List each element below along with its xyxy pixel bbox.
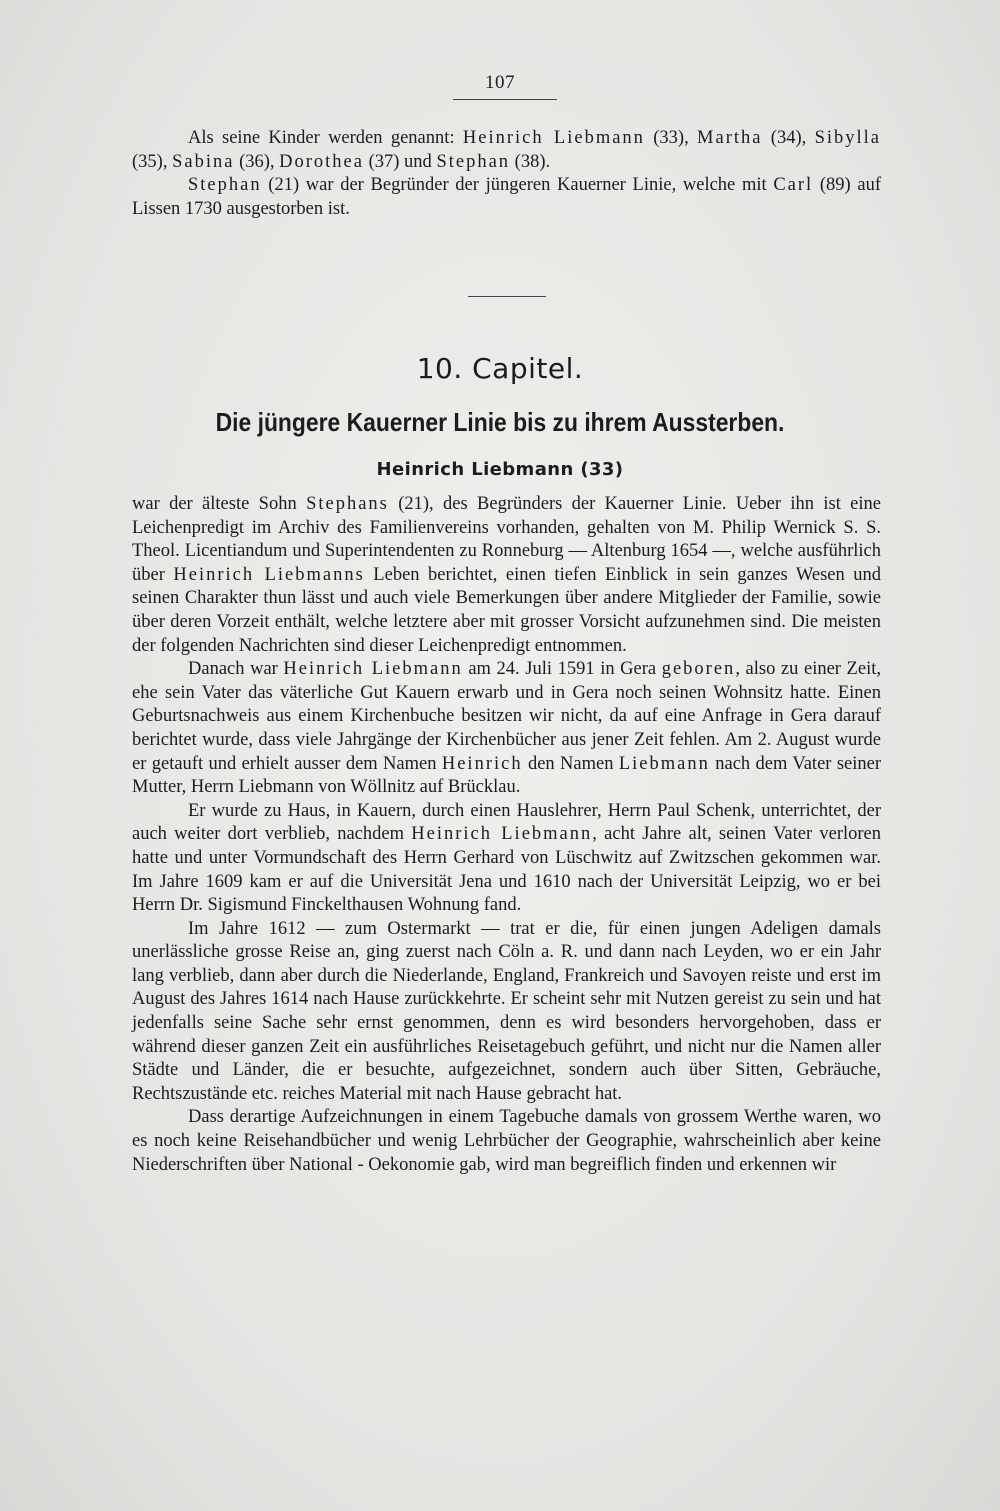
paragraph-reise: Im Jahre 1612 — zum Ostermarkt — trat er die, für einen jungen Adeligen damals unerlässliche grosse Reise an, ging zuerst nach Cöln a. R. und dann nach Leyden, wo er ein Jahr lang verblieb, dann aber durch die Niederlande, England, Frankreich und Savoyen reiste und erst im August des Jahres 1614 nach Hause zurückkehrte. Er scheint sehr mit Nutzen gereist zu sein und hat jedenfalls seine Sache sehr ernst genommen, denn es wird besonders hervorgehoben, dass er während dieser ganzen Zeit ein ausführliches Reisetagebuch geführt, und nicht nur die Namen aller Städte und Länder, die er besuchte, aufgezeichnet, sondern auch über Sitten, Gebräuche, Rechtszustände etc. reiches Material mit nach Hause gebracht hat. [132,918,881,1104]
paragraph-children-list: Als seine Kinder werden genannt: Heinrich Liebmann (33), Martha (34), Sibylla (35), Sabina (36), Dorothea (37) und Stephan (38). [132,128,882,172]
page-number-rule [453,99,557,100]
paragraph-leichenpredigt: war der älteste Sohn Stephans (21), des Begründers der Kauerner Linie. Ueber ihn ist eine Leichenpredigt im Archiv des Familienvereins vorhanden, gehalten von M. Philip Wernick S. S. Theol. Licentiandum und Superintendenten zu Ronneburg — Altenburg 1654 —, welche ausführlich über Heinrich Liebmanns Leben berichtet, einen tiefen Einblick in sein ganzes Wesen und seinen Charakter thun lässt und auch viele Bemerkungen über andere Mitglieder der Familie, sowie über deren Vorzeit enthält, welche letztere aber mit grosser Vorsicht aufzunehmen sind. Die meisten der folgenden Nachrichten sind dieser Leichenpredigt entnommen. [132,494,881,656]
section-subheading: Heinrich Liebmann (33) [376,459,624,480]
chapter-number: 10. Capitel. [416,352,584,385]
paragraph-tagebuch: Dass derartige Aufzeichnungen in einem Tagebuche damals von grossem Werthe waren, wo es noch keine Reisehandbücher und wenig Lehrbücher der Geographie, wahrscheinlich aber keine Niederschriften über National - Oekonomie gab, wird man begreiflich finden und erkennen wir [132,1107,881,1175]
body-text [132,493,881,1177]
paragraph-jugend: Er wurde zu Haus, in Kauern, durch einen Hauslehrer, Herrn Paul Schenk, unterrichtet, der auch weiter dort verblieb, nachdem Heinrich Liebmann, acht Jahre alt, seinen Vater verloren hatte und unter Vormundschaft des Herrn Gerhard von Lüschwitz auf Zwitzschen gekommen war. Im Jahre 1609 kam er auf die Universität Jena und 1610 nach der Universität Leipzig, wo er bei Herrn Dr. Sigismund Finckelthausen Wohnung fand. [132,800,881,916]
section-divider [468,296,546,297]
page-number: 107 [485,72,515,93]
paragraph-geburt: Danach war Heinrich Liebmann am 24. Juli 1591 in Gera geboren, also zu einer Zeit, ehe sein Vater das väterliche Gut Kauern erwarb und in Gera noch seinen Wohnsitz hatte. Einen Geburtsnachweis aus einem Kirchenbuche besitzen wir nicht, da auf eine Anfrage in Gera darauf berichtet wurde, dass viele Jahrgänge der Kirchenbücher aus jener Zeit fehlen. Am 2. August wurde er getauft und erhielt ausser dem Namen Heinrich den Namen Liebmann nach dem Vater seiner Mutter, Herrn Liebmann von Wöllnitz auf Brücklau. [132,659,881,798]
chapter-title: Die jüngere Kauerner Linie bis zu ihrem Aussterben. [215,407,785,437]
paragraph-stephan: Stephan (21) war der Begründer der jüngeren Kauerner Linie, welche mit Carl (89) auf Lissen 1730 ausgestorben ist. [132,175,881,219]
intro-text [132,127,881,221]
